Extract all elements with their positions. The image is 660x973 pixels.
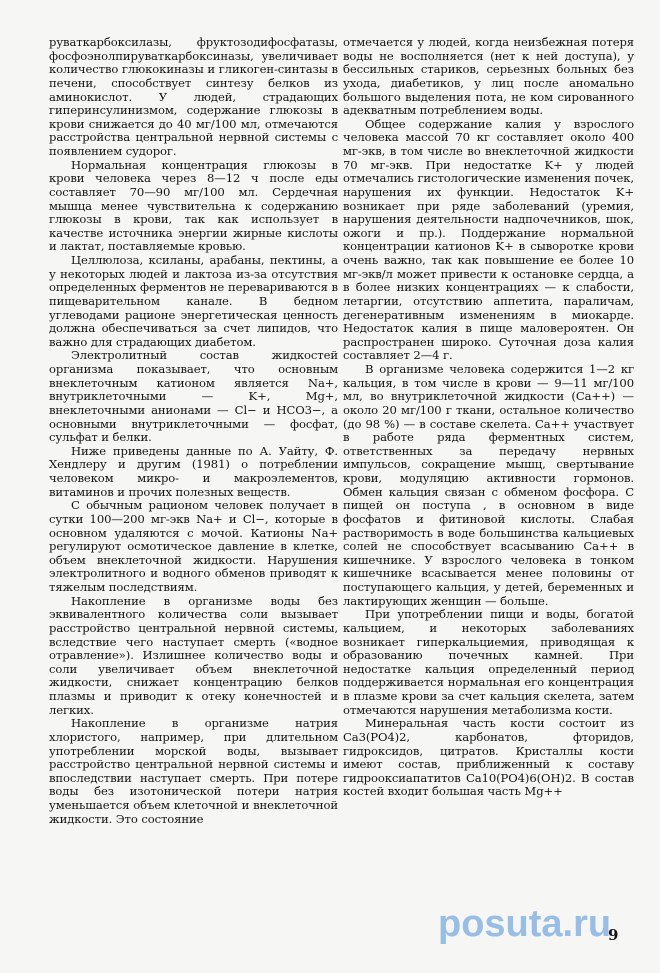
paragraph: Минеральная часть кости состоит из Ca3(PO4)2, карбонатов, фторидов, гидроксидов, цитратов. Кристаллы кости имеют состав, приближенный к составу гидрооксиапатитов Ca10(PO4)6(OH)2. В состав костей входит большая часть Mg++ bbox=[343, 716, 634, 799]
left-column bbox=[49, 36, 338, 826]
paragraph: отмечается у людей, когда неизбежная потеря воды не восполняется (нет к ней доступа), у бессильных стариков, серьезных больных без ухода, диабетиков, у лиц после аномально большого выделения пота, не ком сированного адекватным потреблением воды. bbox=[343, 35, 634, 118]
paragraph: Нормальная концентрация глюкозы в крови человека через 8—12 ч после еды составляет 70—90 мг/100 мл. Сердечная мышца менее чувствительна к содержанию глюкозы в крови, так как использует в качестве источника энергии жирные кислоты и лактат, поставляемые кровью. bbox=[49, 157, 338, 254]
paragraph: Ниже приведены данные по А. Уайту, Ф. Хендлеру и другим (1981) о потреблении человеком микро- и макроэлементов, витаминов и прочих полезных веществ. bbox=[49, 443, 338, 499]
paragraph: руваткарбоксилазы, фруктозодифосфатазы, фосфоэнолпируваткарбоксиназы, увеличивает количество глюкокиназы и гликоген-синтазы в печени, способствует синтезу белков из аминокислот. У людей, страдающих гиперинсулинизмом, содержание глюкозы в крови снижается до 40 мг/100 мл, отмечаются расстройства центральной нервной системы с появлением судорог. bbox=[49, 35, 338, 158]
paragraph: Целлюлоза, ксиланы, арабаны, пектины, а у некоторых людей и лактоза из-за отсутствия определенных ферментов не перевариваются в пищеварительном канале. В бедном углеводами рационе энергетическая ценность должна обеспечиваться за счет липидов, что важно для страдающих диабетом. bbox=[49, 253, 338, 349]
paragraph: Накопление в организме натрия хлористого, например, при длительном употреблении морской воды, вызывает расстройство центральной нервной системы и впоследствии наступает смерть. При потере воды без изотонической потери натрия уменьшается объем клеточной и внеклеточной жидкости. Это состояние bbox=[49, 716, 338, 826]
watermark-text: posuta.ru bbox=[438, 903, 612, 945]
right-column bbox=[343, 36, 634, 799]
paragraph: В организме человека содержится 1—2 кг кальция, в том числе в крови — 9—11 мг/100 мл, во внутриклеточной жидкости (Ca++) — около 20 мг/100 г ткани, остальное количество (до 98 %) — в составе скелета. Ca++ участвует в работе ряда ферментных систем, ответственных за передачу нервных импульсов, сокращение мышц, свертывание крови, модуляцию активности гормонов. Обмен кальция связан с обменом фосфора. С пищей он поступа , в основном в виде фосфатов и фитиновой кислоты. Слабая растворимость в воде большинства кальциевых солей не способствует всасыванию Ca++ в кишечнике. У взрослого человека в тонком кишечнике всасывается менее половины от поступающего кальция, у детей, беременных и лактирующих женщин — больше. bbox=[343, 362, 634, 608]
paragraph: Электролитный состав жидкостей организма показывает, что основным внеклеточным катионом является Na+, внутриклеточными — K+, Mg+, внеклеточными анионами — Cl− и HCO3−, а основными внутриклеточными — фосфат, сульфат и белки. bbox=[49, 348, 338, 445]
paragraph: Общее содержание калия у взрослого человека массой 70 кг составляет около 400 мг-экв, в том числе во внеклеточной жидкости 70 мг-экв. При недостатке K+ у людей отмечались гистологические изменения почек, нарушения их функции. Недостаток K+ возникает при ряде заболеваний (уремия, нарушения деятельности надпочечников, шок, ожоги и пр.). Поддержание нормальной концентрации катионов K+ в сыворотке крови очень важно, так как повышение ее более 10 мг-экв/л может привести к остановке сердца, а в более низких концентрациях — к слабости, летаргии, отсутствию аппетита, параличам, дегенеративным изменениям в миокарде. Недостаток калия в пище маловероятен. Он распространен широко. Суточная доза калия составляет 2—4 г. bbox=[343, 116, 634, 363]
paragraph: Накопление в организме воды без эквивалентного количества соли вызывает расстройство центральной нервной системы, вследствие чего наступает смерть («водное отравление»). Излишнее количество воды и соли увеличивает объем внеклеточной жидкости, снижает концентрацию белков плазмы и приводит к отеку конечностей и легких. bbox=[49, 593, 338, 717]
paragraph: С обычным рационом человек получает в сутки 100—200 мг-экв Na+ и Cl−, которые в основном удаляются с мочой. Катионы Na+ регулируют осмотическое давление в клетке, объем внеклеточной жидкости. Нарушения электролитного и водного обменов приводят к тяжелым последствиям. bbox=[49, 498, 338, 594]
page-number: 9 bbox=[608, 926, 619, 944]
paragraph: При употреблении пищи и воды, богатой кальцием, и некоторых заболеваниях возникает гиперкальциемия, приводящая к образованию почечных камней. При недостатке кальция определенный период поддерживается нормальная его концентрация в плазме крови за счет кальция скелета, затем отмечаются нарушения метаболизма кости. bbox=[343, 607, 634, 717]
